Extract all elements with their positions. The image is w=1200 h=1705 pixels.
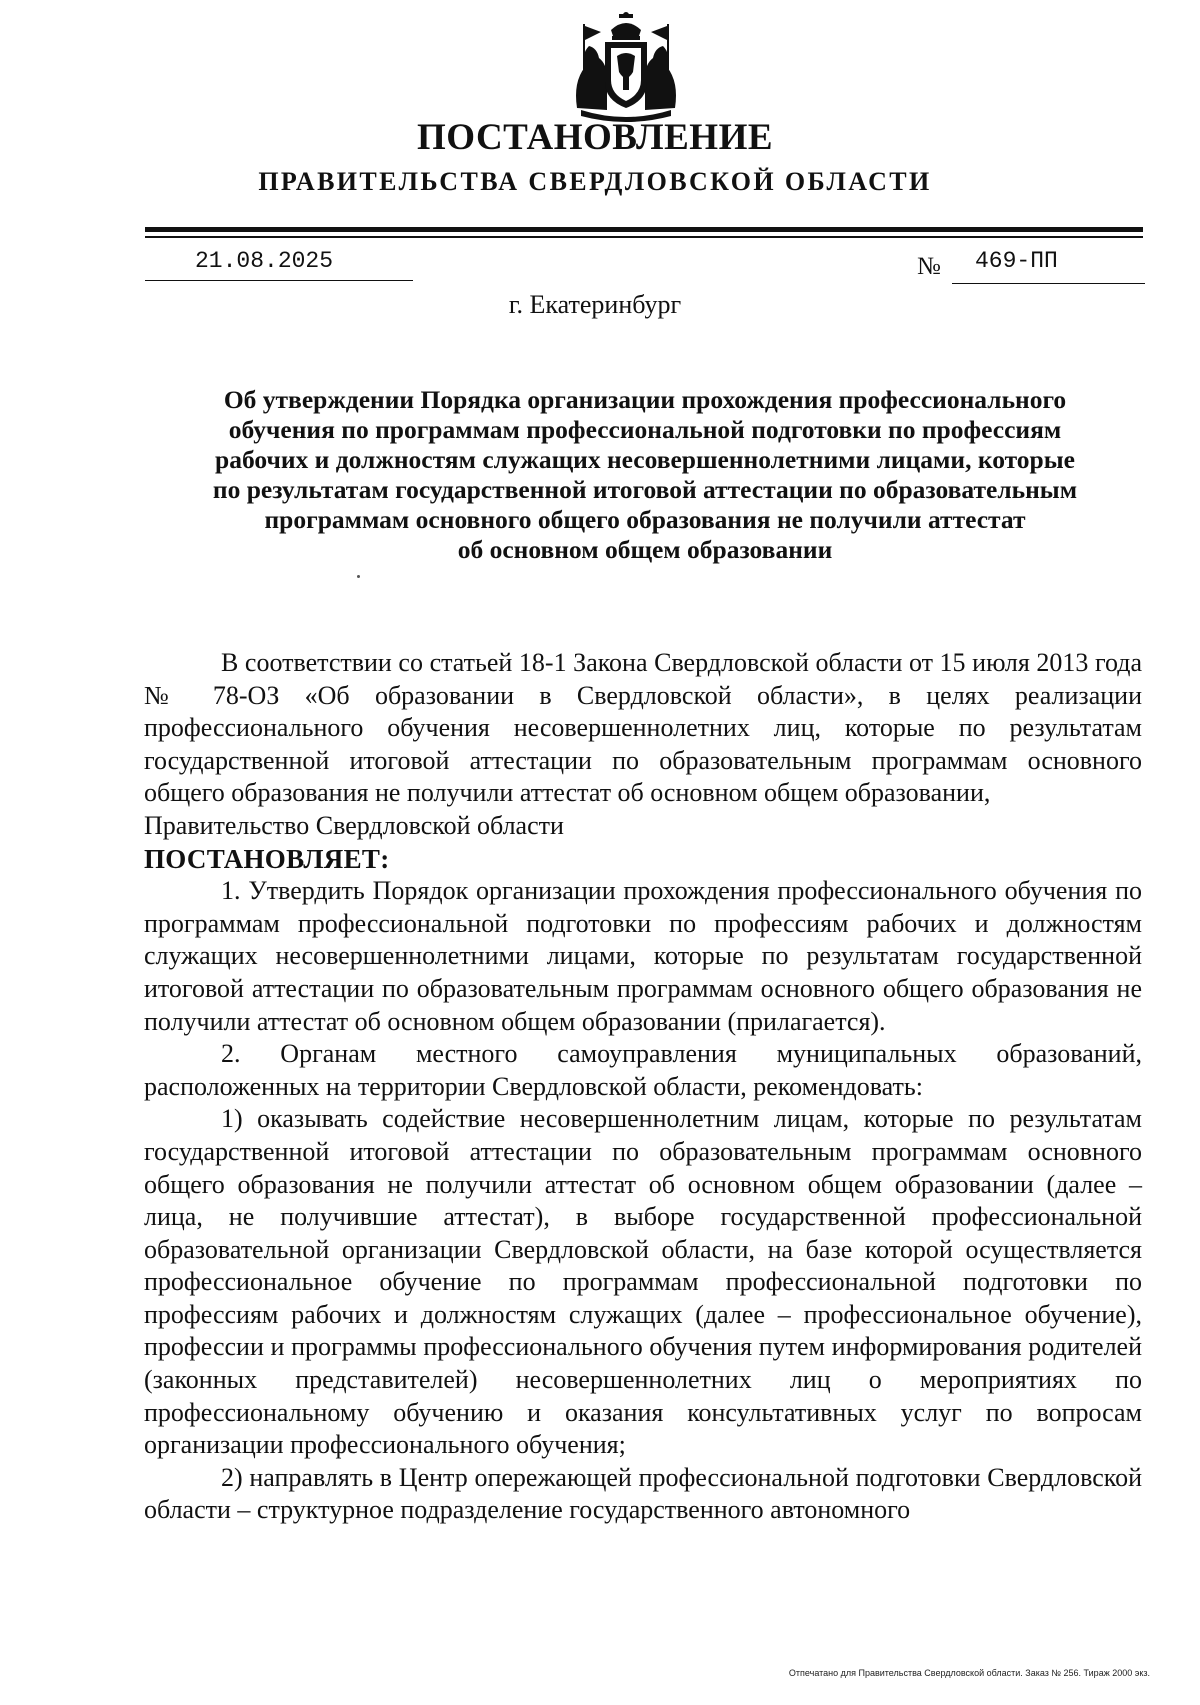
- document-number: 469-ПП: [975, 248, 1058, 274]
- document-heading: [150, 385, 1140, 565]
- item-1-paragraph: 1. Утвердить Порядок организации прохождения профессионального обучения по программам профессиональной подготовки по профессиям рабочих и должностям служащих несовершеннолетними лицами, которые по результатам государственной итоговой аттестации по образовательным программам основного общего образования не получили аттестат об основном общем образовании (прилагается).: [144, 876, 1142, 1036]
- heading-line: Об утверждении Порядка организации прохождения профессионального: [223, 385, 1067, 414]
- item-2-1-paragraph: 1) оказывать содействие несовершеннолетним лицам, которые по результатам государственной итоговой аттестации по образовательным программам основного общего образования не получили аттестат об основном общем образовании (далее – лица, не получившие аттестат), в выборе государственной профессиональной образовательной организации Свердловской области, на базе которой осуществляется профессиональное обучение по программам профессиональной подготовки по профессиям рабочих и должностям служащих (далее – профессиональное обучение), профессии и программы профессионального обучения путем информирования родителей (законных представителей) несовершеннолетних лиц о мероприятиях по профессиональному обучению и оказания консультативных услуг по вопросам организации профессионального обучения;: [144, 1104, 1142, 1460]
- document-date: 21.08.2025: [195, 248, 334, 274]
- header-rule-thin: [145, 236, 1143, 238]
- number-underline: [952, 283, 1145, 284]
- heading-line: об основном общем образовании: [457, 535, 833, 564]
- print-footer: Отпечатано для Правительства Свердловской области. Заказ № 256. Тираж 2000 экз.: [788, 1668, 1150, 1678]
- decree-word: ПОСТАНОВЛЯЕТ:: [144, 843, 390, 874]
- issue-city: г. Екатеринбург: [508, 290, 682, 319]
- heading-line: по результатам государственной итоговой аттестации по образовательным: [212, 475, 1078, 504]
- preamble-paragraph: В соответствии со статьей 18-1 Закона Свердловской области от 15 июля 2013 года № 78-ОЗ «Об образовании в Свердловской области», в целях реализации профессионального обучения несовершеннолетних лиц, которые по результатам государственной итоговой аттестации по образовательным программам основного общего образования не получили аттестат об основном общем образовании,: [144, 648, 1142, 808]
- document-title: ПОСТАНОВЛЕНИЕ: [416, 117, 774, 158]
- issuing-authority: ПРАВИТЕЛЬСТВА СВЕРДЛОВСКОЙ ОБЛАСТИ: [258, 167, 932, 196]
- item-2-2-paragraph: 2) направлять в Центр опережающей профессиональной подготовки Свердловской области – структурное подразделение государственного автономного: [144, 1462, 1142, 1525]
- date-underline: [145, 280, 413, 281]
- scan-speck: [357, 575, 360, 578]
- heading-line: рабочих и должностям служащих несовершеннолетними лицами, которые: [215, 445, 1075, 474]
- item-2-paragraph: 2. Органам местного самоуправления муниципальных образований, расположенных на территории Свердловской области, рекомендовать:: [144, 1039, 1142, 1101]
- header-rule-thick: [145, 227, 1143, 232]
- document-body: [144, 647, 1142, 1527]
- coat-of-arms-emblem: [567, 12, 685, 124]
- heading-line: обучения по программам профессиональной подготовки по профессиям: [228, 415, 1062, 444]
- number-sign: №: [917, 253, 941, 280]
- preamble-end: Правительство Свердловской области: [144, 810, 564, 840]
- heading-line: программам основного общего образования не получили аттестат: [264, 505, 1026, 534]
